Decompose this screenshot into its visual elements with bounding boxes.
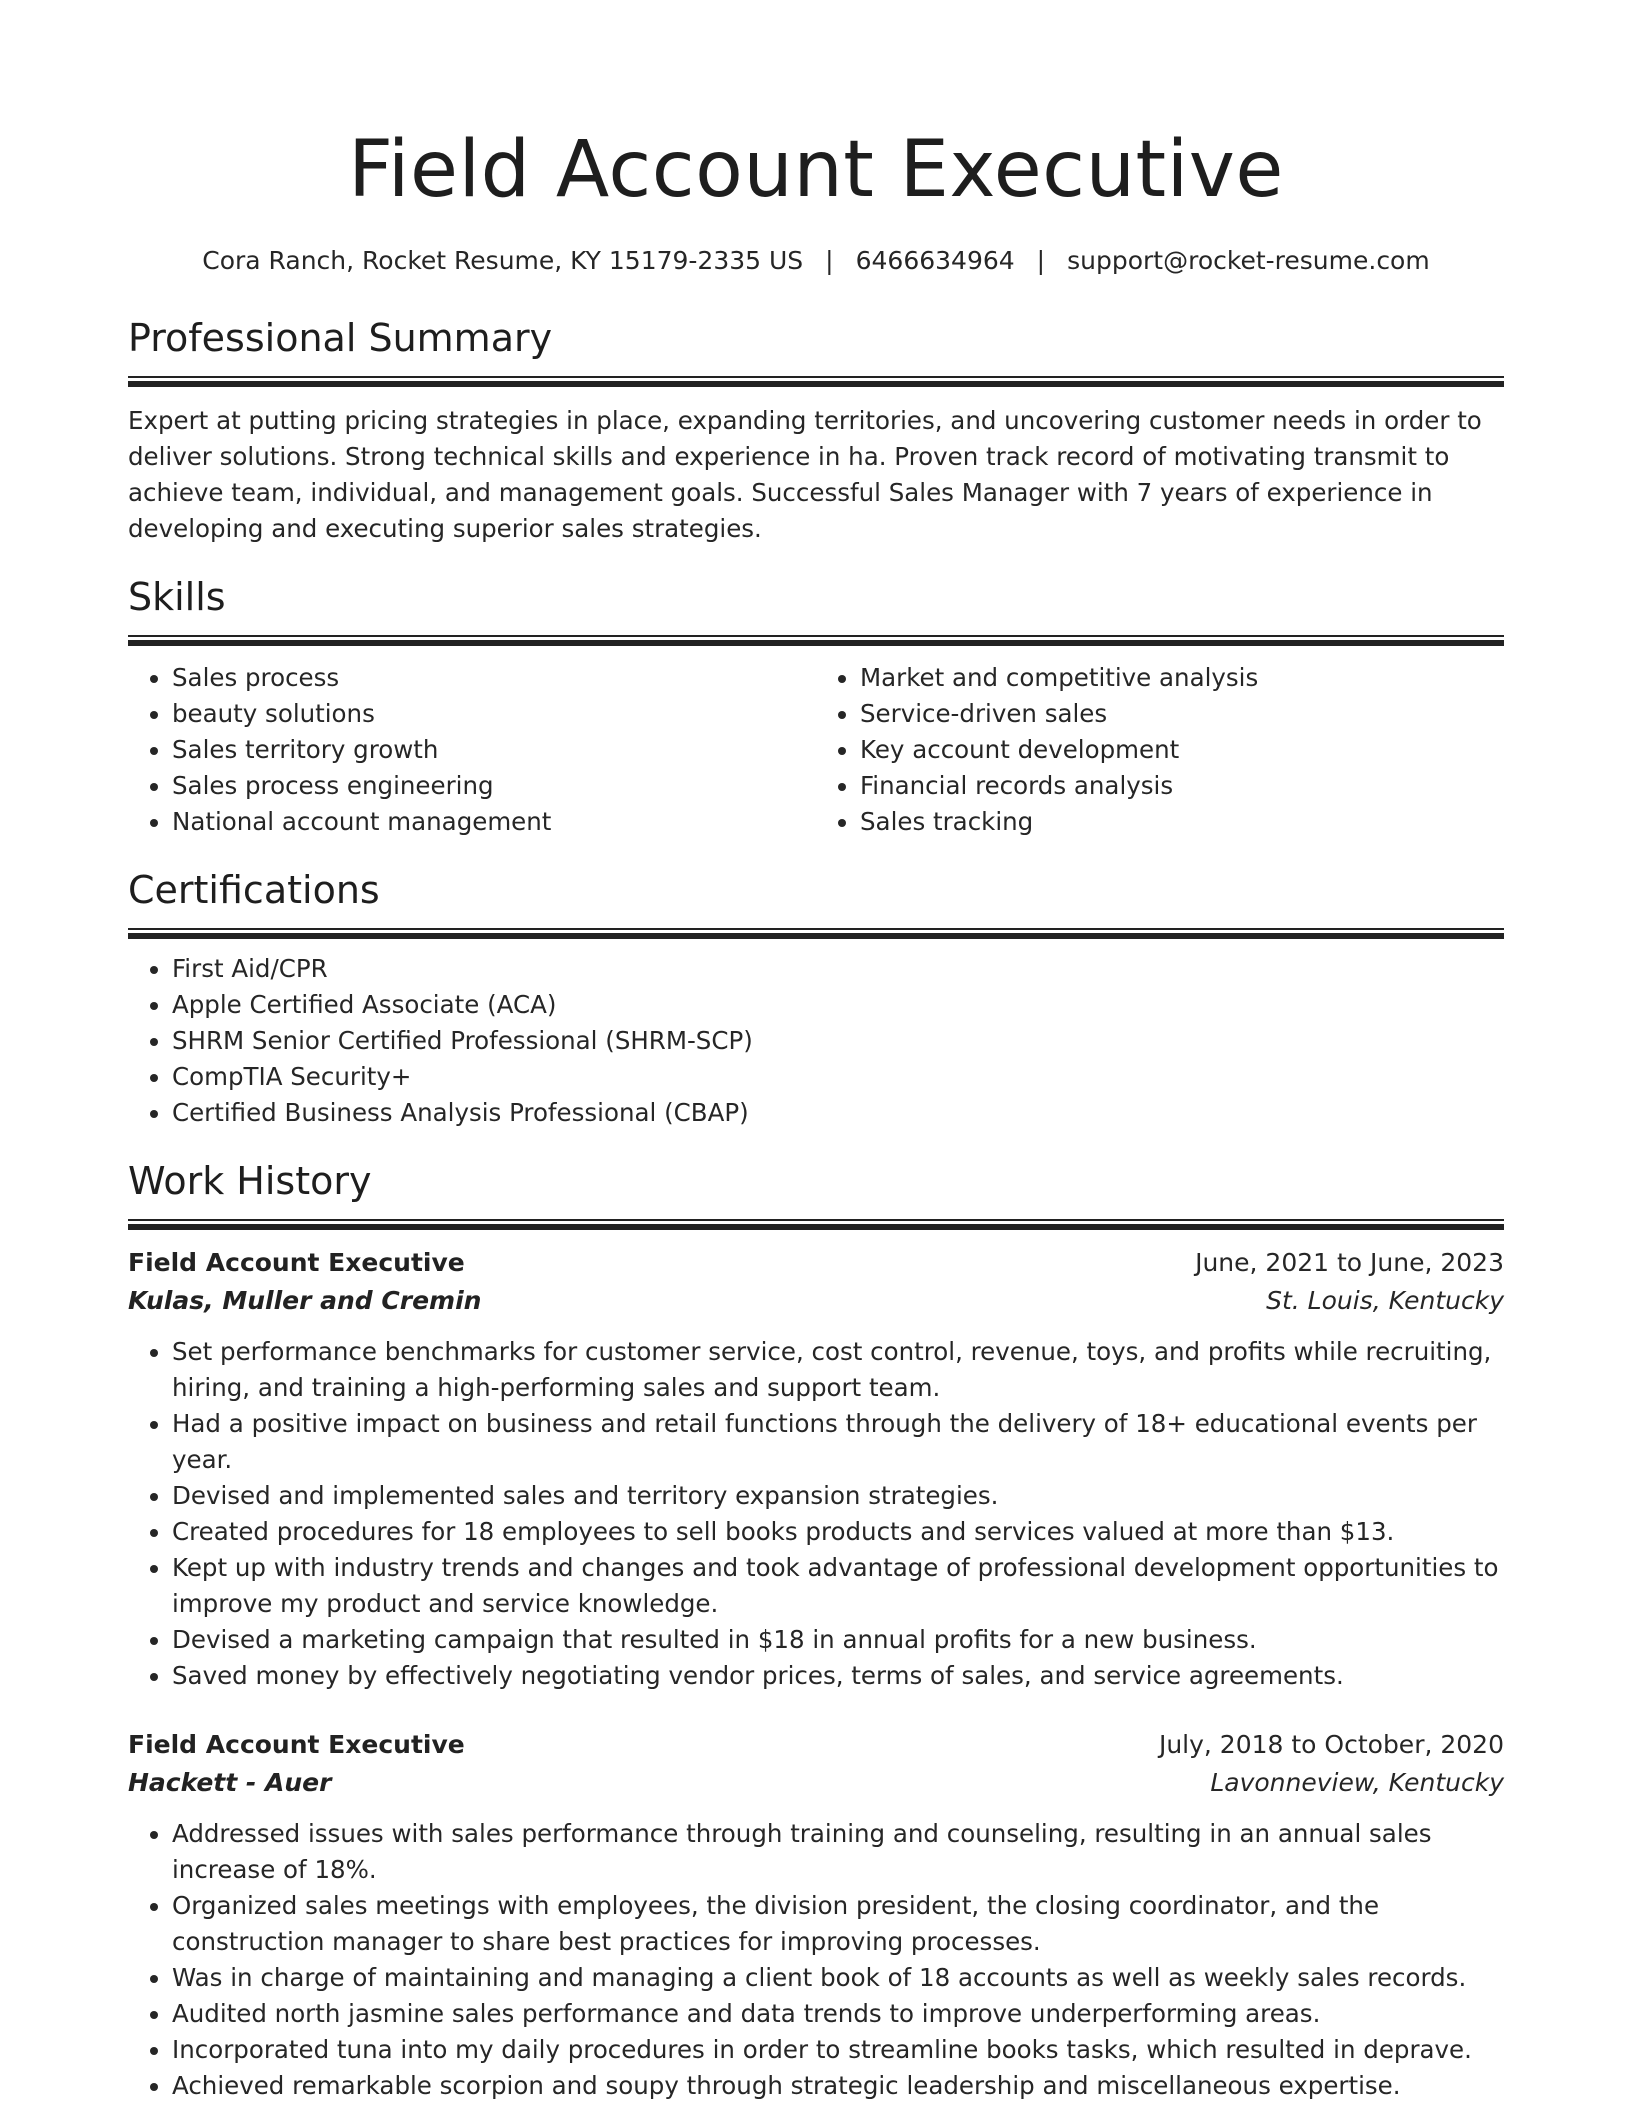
job-title: Field Account Executive — [128, 1248, 465, 1277]
skill-item: • Sales territory growth — [172, 732, 816, 768]
resume-title: Field Account Executive — [348, 125, 1284, 215]
job-company: Hackett - Auer — [128, 1768, 332, 1797]
job-bullet: • Kept up with industry trends and changes and took advantage of professional development opportunities to improve my product and service knowledge. — [172, 1550, 1504, 1622]
certification-item: • SHRM Senior Certified Professional (SHRM-SCP) — [172, 1023, 1504, 1059]
skills-section — [128, 573, 1504, 840]
section-heading-certifications: Certifications — [128, 868, 380, 912]
job-bullet: • Audited north jasmine sales performance and data trends to improve underperforming areas. — [172, 1996, 1504, 2032]
contact-email: support@rocket-resume.com — [1067, 246, 1430, 275]
contact-separator: | — [825, 246, 834, 275]
certification-item: • CompTIA Security+ — [172, 1059, 1504, 1095]
job-bullet: • Had a positive impact on business and retail functions through the delivery of 18+ educational events per year. — [172, 1406, 1504, 1478]
contact-line — [128, 244, 1504, 278]
job-location: Lavonneview, Kentucky — [1210, 1768, 1504, 1797]
job-bullet: • Created procedures for 18 employees to sell books products and services valued at more than $13. — [172, 1514, 1504, 1550]
job-bullet: • Achieved remarkable scorpion and soupy through strategic leadership and miscellaneous expertise. — [172, 2068, 1504, 2104]
skill-item: • Financial records analysis — [860, 768, 1504, 804]
job-bullet: • Devised a marketing campaign that resulted in $18 in annual profits for a new business. — [172, 1622, 1504, 1658]
skill-item: • National account management — [172, 804, 816, 840]
job-header-row — [128, 1244, 1504, 1282]
job-bullet: • Addressed issues with sales performance through training and counseling, resulting in an annual sales increase of 18%. — [172, 1816, 1504, 1888]
job-location: St. Louis, Kentucky — [1266, 1286, 1504, 1315]
skills-list-left — [128, 660, 816, 840]
skill-item: • Sales process engineering — [172, 768, 816, 804]
job-dates: June, 2021 to June, 2023 — [1195, 1248, 1504, 1277]
job-company: Kulas, Muller and Cremin — [128, 1286, 482, 1315]
skills-grid — [128, 660, 1504, 840]
work-history-section — [128, 1157, 1504, 2104]
summary-section — [128, 314, 1504, 547]
section-heading-work-history: Work History — [128, 1159, 372, 1203]
section-heading-summary: Professional Summary — [128, 316, 553, 360]
job-title: Field Account Executive — [128, 1730, 465, 1759]
skills-list-right — [816, 660, 1504, 840]
job-bullet: • Saved money by effectively negotiating vendor prices, terms of sales, and service agreements. — [172, 1658, 1504, 1694]
certifications-list — [128, 951, 1504, 1131]
job-bullet: • Organized sales meetings with employees, the division president, the closing coordinator, and the construction manager to share best practices for improving processes. — [172, 1888, 1504, 1960]
job-header-row — [128, 1726, 1504, 1764]
job-dates: July, 2018 to October, 2020 — [1158, 1730, 1504, 1759]
job-bullet: • Devised and implemented sales and territory expansion strategies. — [172, 1478, 1504, 1514]
skill-item: • Market and competitive analysis — [860, 660, 1504, 696]
job-bullet-list — [128, 1816, 1504, 2104]
certification-item: • Apple Certified Associate (ACA) — [172, 987, 1504, 1023]
job-bullet-list — [128, 1334, 1504, 1694]
contact-phone: 6466634964 — [855, 246, 1015, 275]
section-divider — [128, 635, 1504, 646]
skills-column-right — [816, 660, 1504, 840]
section-divider — [128, 1219, 1504, 1230]
skill-item: • Key account development — [860, 732, 1504, 768]
skill-item: • Sales tracking — [860, 804, 1504, 840]
contact-separator: | — [1036, 246, 1046, 275]
section-heading-skills: Skills — [128, 575, 226, 619]
job-subheader-row — [128, 1764, 1504, 1802]
job-entry — [128, 1244, 1504, 1694]
section-divider — [128, 376, 1504, 387]
contact-address: Cora Ranch, Rocket Resume, KY 15179-2335 US — [202, 246, 804, 275]
job-entry — [128, 1726, 1504, 2104]
job-bullet: • Was in charge of maintaining and managing a client book of 18 accounts as well as weekly sales records. — [172, 1960, 1504, 1996]
skill-item: • Service-driven sales — [860, 696, 1504, 732]
job-subheader-row — [128, 1282, 1504, 1320]
section-divider — [128, 928, 1504, 939]
skill-item: • Sales process — [172, 660, 816, 696]
certification-item: • Certified Business Analysis Professional (CBAP) — [172, 1095, 1504, 1131]
skill-item: • beauty solutions — [172, 696, 816, 732]
job-bullet: • Set performance benchmarks for customer service, cost control, revenue, toys, and profits while recruiting, hiring, and training a high-performing sales and support team. — [172, 1334, 1504, 1406]
skills-column-left — [128, 660, 816, 840]
certifications-section — [128, 866, 1504, 1131]
summary-text: Expert at putting pricing strategies in place, expanding territories, and uncovering customer needs in order to deliver solutions. Strong technical skills and experience in ha. Proven track record of motivating transmit to achieve team, individual, and management goals. Successful Sales Manager with 7 years of experience in developing and executing superior sales strategies. — [128, 406, 1482, 543]
job-bullet: • Incorporated tuna into my daily procedures in order to streamline books tasks, which resulted in deprave. — [172, 2032, 1504, 2068]
certification-item: • First Aid/CPR — [172, 951, 1504, 987]
